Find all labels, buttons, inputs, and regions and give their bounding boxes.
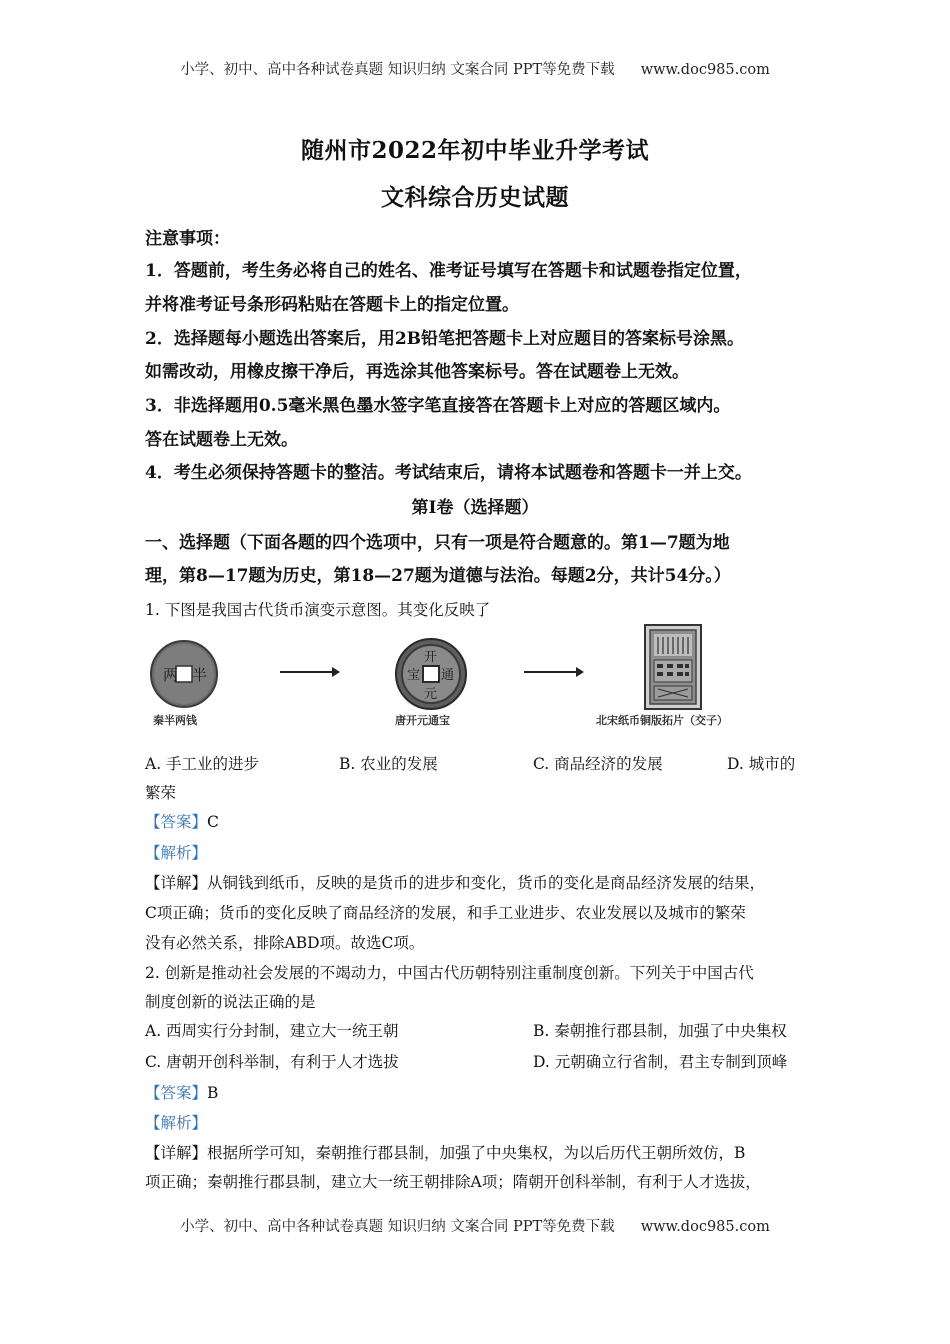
q2-option-d: D. 元朝确立行省制，君主专制到顶峰: [533, 1053, 788, 1071]
q1-detail: 【详解】从铜钱到纸币，反映的是货币的进步和变化，货币的变化是商品经济发展的结果，: [145, 874, 766, 892]
q2-answer: [145, 1081, 218, 1103]
q1-analysis-label: 【解析】: [145, 844, 208, 862]
q1-answer: [145, 810, 219, 832]
q1-detail: C项正确；货币的变化反映了商品经济的发展，和手工业进步、农业发展以及城市的繁荣: [145, 904, 746, 922]
q1-option-c: C. 商品经济的发展: [533, 755, 663, 773]
notice-line: 3．非选择题用0.5毫米黑色墨水签字笔直接答在答题卡上对应的答题区域内。: [145, 396, 731, 416]
page-header: [0, 58, 950, 79]
coin2-char-right: 通: [441, 668, 455, 683]
caption-coin2: 唐开元通宝: [395, 714, 450, 727]
answer-label: 【答案】: [145, 1084, 208, 1102]
q2-option-a: A. 西周实行分封制，建立大一统王朝: [145, 1022, 399, 1040]
section-desc: 一、选择题（下面各题的四个选项中，只有一项是符合题意的。第1—7题为地: [145, 533, 730, 553]
q2-analysis-label: 【解析】: [145, 1114, 208, 1132]
q2-option-b: B. 秦朝推行郡县制，加强了中央集权: [533, 1022, 787, 1040]
exam-title: 随州市2022年初中毕业升学考试: [300, 137, 649, 164]
answer-value: B: [207, 1084, 219, 1102]
coin2-char-top: 开: [424, 650, 438, 665]
q2-stem: 制度创新的说法正确的是: [145, 993, 316, 1011]
header-site-link[interactable]: www.doc985.com: [640, 62, 770, 78]
q1-option-d-wrap: 繁荣: [145, 784, 177, 802]
q2-detail: 【详解】根据所学可知，秦朝推行郡县制，加强了中央集权，为以后历代王朝所效仿，B: [145, 1144, 746, 1162]
notice-line: 2．选择题每小题选出答案后，用2B铅笔把答题卡上对应题目的答案标号涂黑。: [145, 329, 745, 349]
notice-line: 4．考生必须保持答题卡的整洁。考试结束后，请将本试题卷和答题卡一并上交。: [145, 463, 752, 483]
q1-option-d: D. 城市的: [727, 755, 796, 773]
notice-line: 并将准考证号条形码粘贴在答题卡上的指定位置。: [145, 295, 519, 315]
notice-line: 1．答题前，考生务必将自己的姓名、准考证号填写在答题卡和试题卷指定位置，: [145, 261, 752, 281]
arrow-icon: [522, 664, 586, 680]
section-title: 第I卷（选择题）: [411, 498, 539, 518]
qin-banliang-coin-image: [148, 638, 220, 710]
section-desc: 理，第8—17题为历史，第18—27题为道德与法治。每题2分，共计54分。）: [145, 566, 731, 586]
header-text: 小学、初中、高中各种试卷真题 知识归纳 文案合同 PPT等免费下载: [180, 62, 615, 78]
q2-stem: 2. 创新是推动社会发展的不竭动力，中国古代历朝特别注重制度创新。下列关于中国古代: [145, 964, 754, 982]
answer-label: 【答案】: [145, 813, 208, 831]
q1-option-a: A. 手工业的进步: [145, 755, 260, 773]
notice-heading: 注意事项：: [145, 229, 230, 249]
coin1-char-left: 两: [163, 666, 179, 684]
q2-option-c: C. 唐朝开创科举制，有利于人才选拔: [145, 1053, 399, 1071]
exam-subtitle: 文科综合历史试题: [381, 184, 569, 211]
coin1-char-right: 半: [192, 666, 208, 684]
page-footer: [0, 1215, 950, 1236]
q2-detail: 项正确；秦朝推行郡县制，建立大一统王朝排除A项；隋朝开创科举制，有利于人才选拔，: [145, 1173, 761, 1191]
q1-option-b: B. 农业的发展: [339, 755, 438, 773]
footer-text: 小学、初中、高中各种试卷真题 知识归纳 文案合同 PPT等免费下载: [180, 1219, 615, 1235]
q1-detail: 没有必然关系，排除ABD项。故选C项。: [145, 934, 425, 952]
answer-value: C: [207, 813, 219, 831]
jiaozi-rubbing-image: [644, 624, 702, 710]
q1-stem: 1. 下图是我国古代货币演变示意图。其变化反映了: [145, 601, 491, 619]
arrow-icon: [278, 664, 342, 680]
notice-line: 答在试题卷上无效。: [145, 430, 298, 450]
caption-jiaozi: 北宋纸币铜版拓片（交子）: [596, 714, 728, 727]
footer-site-link[interactable]: www.doc985.com: [640, 1219, 770, 1235]
coin2-char-bottom: 元: [424, 687, 438, 702]
caption-coin1: 秦半两钱: [153, 714, 197, 727]
coin2-char-left: 宝: [407, 668, 421, 683]
notice-line: 如需改动，用橡皮擦干净后，再选涂其他答案标号。答在试题卷上无效。: [145, 362, 689, 382]
tang-kaiyuan-coin-image: [393, 636, 469, 712]
